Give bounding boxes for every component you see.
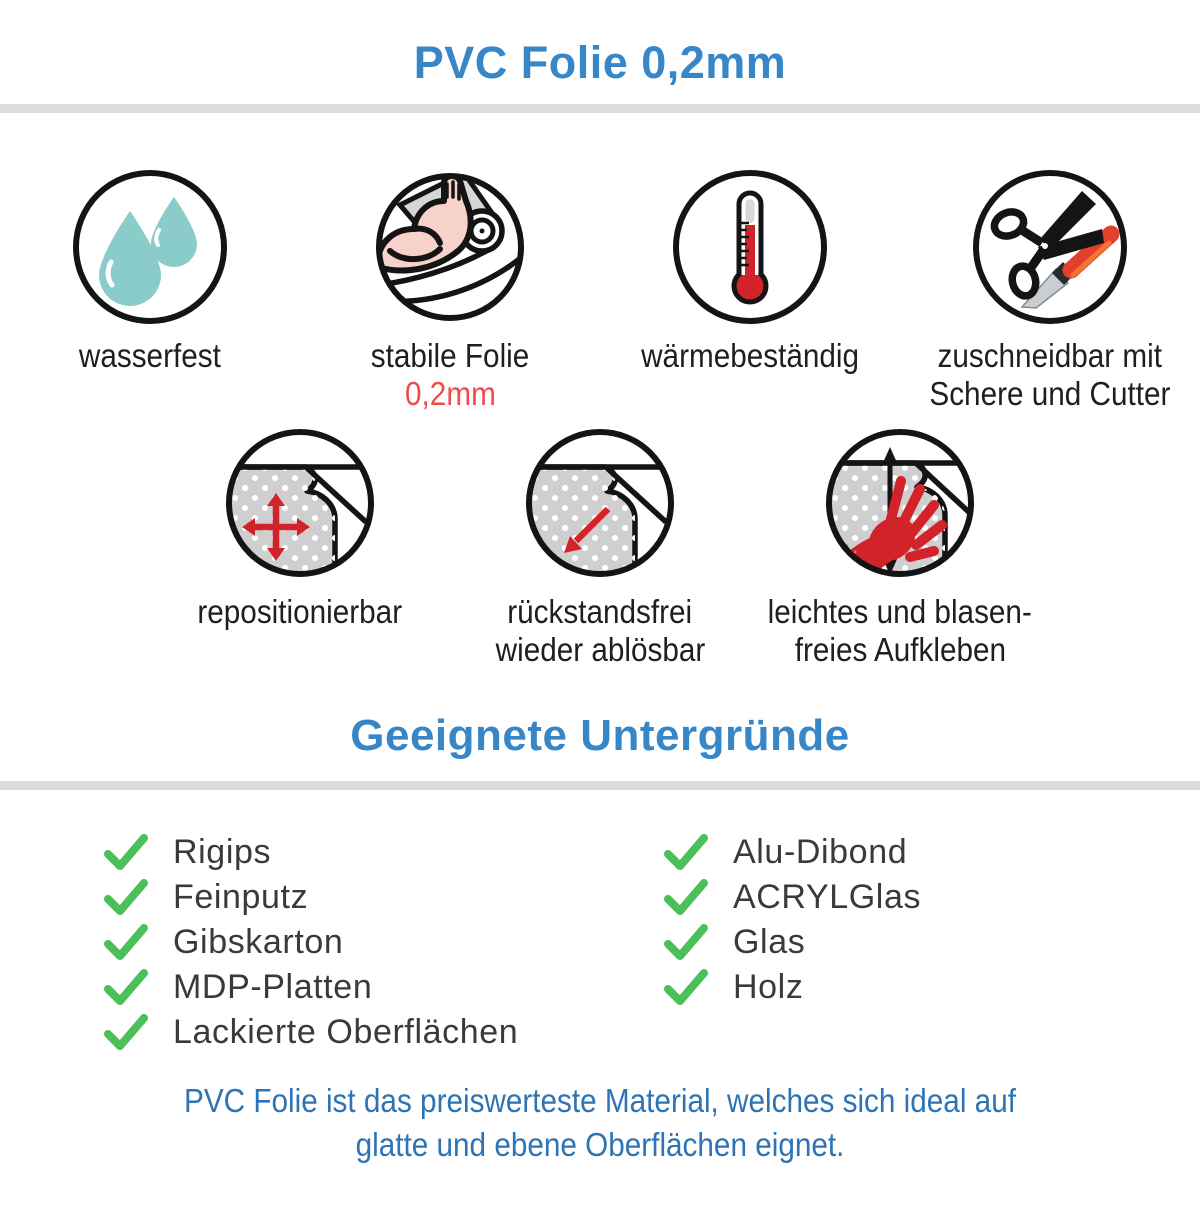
feature-rueckstandsfrei [450, 423, 750, 669]
checkmark-icon [663, 969, 709, 1005]
feature-waermebestaendig [600, 167, 900, 413]
water-drops-icon [70, 167, 230, 327]
list-item-label: ACRYLGlas [733, 877, 922, 916]
feature-label: leichtes und blasen- [767, 593, 1033, 630]
list-item [103, 1010, 663, 1054]
list-item-label: Feinputz [173, 877, 309, 916]
checkmark-icon [663, 924, 709, 960]
section-heading: Geeignete Untergründe [350, 711, 850, 760]
footer-note [60, 1079, 1140, 1167]
divider-middle [0, 781, 1200, 790]
features-row-1 [0, 167, 1200, 413]
surfaces-column-right [663, 830, 921, 1055]
feature-wasserfest [0, 167, 300, 413]
foil-hand-smooth-icon [820, 423, 980, 583]
list-item-label: MDP-Platten [173, 967, 373, 1006]
foil-move-arrows-icon [220, 423, 380, 583]
list-item [663, 830, 921, 874]
foil-peel-arrow-icon [520, 423, 680, 583]
feature-label-line2: Schere und Cutter [929, 375, 1171, 412]
feature-zuschneidbar [900, 167, 1200, 413]
feature-sublabel: 0,2mm [404, 375, 496, 412]
list-item-label: Glas [733, 922, 806, 961]
list-item [103, 965, 663, 1009]
feature-label: wärmebeständig [641, 337, 859, 374]
checkmark-icon [103, 879, 149, 915]
checkmark-icon [103, 924, 149, 960]
features-row-2 [0, 423, 1200, 669]
feature-blasenfrei [750, 423, 1050, 669]
list-item [663, 875, 921, 919]
checkmark-icon [663, 879, 709, 915]
scissors-and-cutter-icon [970, 167, 1130, 327]
list-item [103, 920, 663, 964]
checkmark-icon [103, 834, 149, 870]
feature-label-line2: freies Aufkleben [794, 631, 1006, 668]
feature-label-line2: wieder ablösbar [495, 631, 705, 668]
list-item-label: Gibskarton [173, 922, 344, 961]
thermometer-icon [670, 167, 830, 327]
list-item [663, 920, 921, 964]
list-item [663, 965, 921, 1009]
feature-label: wasserfest [79, 337, 221, 374]
surfaces-column-left [103, 830, 663, 1055]
footer-line-1: PVC Folie ist das preiswerteste Material, welches sich ideal auf [184, 1082, 1016, 1119]
flexed-arm-foil-roll-icon [370, 167, 530, 327]
list-item [103, 875, 663, 919]
footer-line-2: glatte und ebene Oberflächen eignet. [355, 1126, 845, 1163]
feature-label: repositionierbar [197, 593, 403, 630]
checkmark-icon [663, 834, 709, 870]
surfaces-list [0, 790, 1200, 1055]
feature-label: zuschneidbar mit [937, 337, 1163, 374]
checkmark-icon [103, 1014, 149, 1050]
list-item [103, 830, 663, 874]
feature-repositionierbar [150, 423, 450, 669]
list-item-label: Holz [733, 967, 804, 1006]
feature-stabile-folie [300, 167, 600, 413]
list-item-label: Lackierte Oberflächen [173, 1012, 519, 1051]
divider-top [0, 104, 1200, 113]
infographic-page [0, 22, 1200, 1222]
feature-label: stabile Folie [370, 337, 530, 374]
page-title: PVC Folie 0,2mm [413, 37, 787, 88]
list-item-label: Rigips [173, 832, 272, 871]
checkmark-icon [103, 969, 149, 1005]
feature-label: rückstandsfrei [507, 593, 693, 630]
list-item-label: Alu-Dibond [733, 832, 908, 871]
